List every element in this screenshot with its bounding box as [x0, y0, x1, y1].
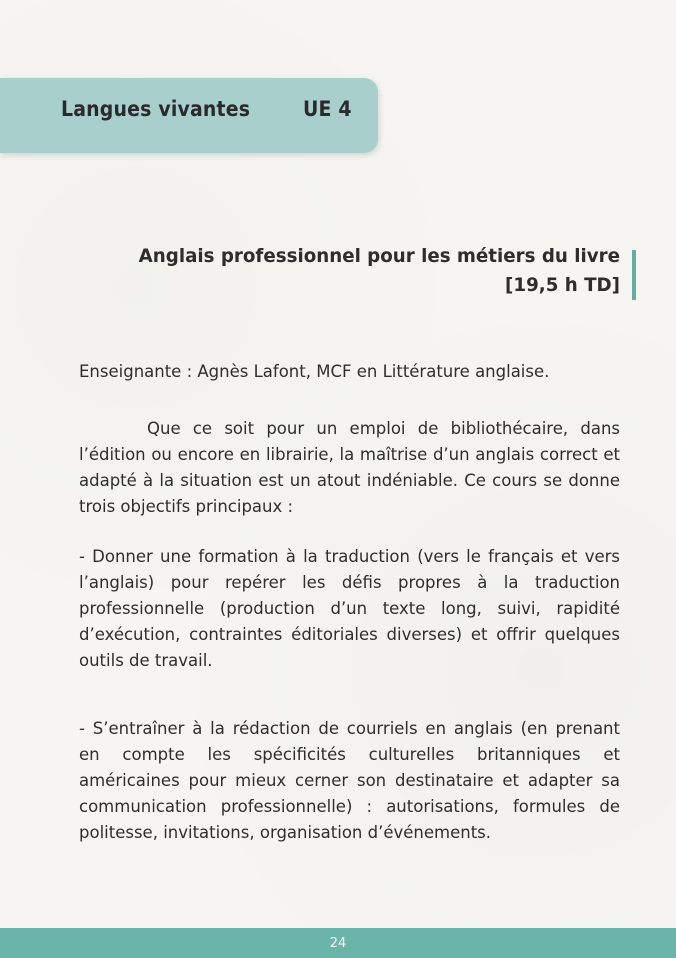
title-accent-bar: [632, 250, 636, 300]
objective-2-paragraph: - S’entraîner à la rédaction de courriels en anglais (en prenant en compte les spécificités culturelles britanniques et américaines pour mieux cerner son destinataire et adapter sa communication professionnelle) : autorisations, formules de politesse, invitations, organisation d’événements.: [79, 719, 620, 842]
intro-paragraph: Que ce soit pour un emploi de bibliothécaire, dans l’édition ou encore en librairie, la maîtrise d’un anglais correct et adapté à la situation est un atout indéniable. Ce cours se donne trois objectifs principaux :: [79, 419, 620, 516]
course-title: Anglais professionnel pour les métiers du livre: [138, 245, 620, 267]
course-title-block: [60, 242, 620, 300]
section-title: Langues vivantes: [61, 97, 251, 121]
objective-1-paragraph: - Donner une formation à la traduction (vers le français et vers l’anglais) pour repérer les défis propres à la traduction professionnelle (production d’un texte long, suivi, rapidité d’exécution, contraintes éditoriales diverses) et offrir quelques outils de travail.: [79, 547, 620, 670]
teacher-line: Enseignante : Agnès Lafont, MCF en Littérature anglaise.: [79, 362, 550, 381]
course-hours: [19,5 h TD]: [505, 274, 620, 296]
page-number: 24: [329, 936, 347, 951]
unit-code: UE 4: [303, 97, 352, 121]
